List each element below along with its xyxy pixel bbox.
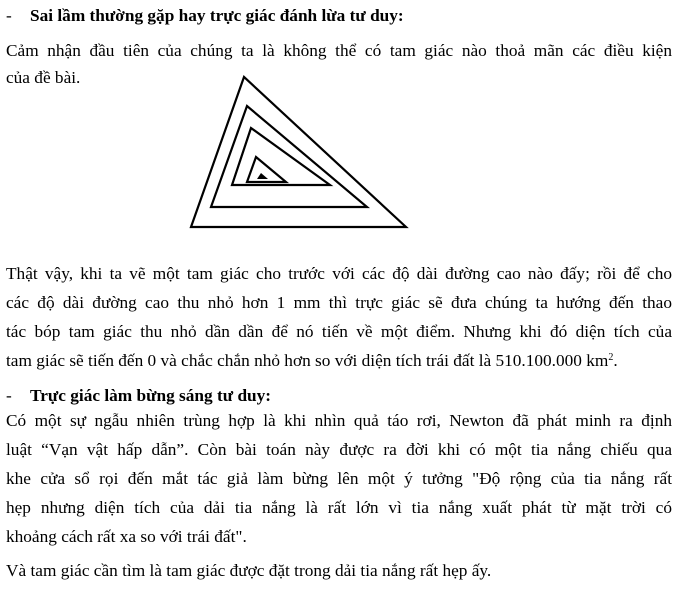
para2-line-5: khoảng cách rất xa so với trái đất".: [6, 527, 247, 546]
intro-line-2: của đề bài.: [6, 68, 81, 87]
para1-line-2: các độ dài đường cao thu nhỏ hơn 1 mm thì trực giác sẽ đưa chúng ta hướng đến thao: [6, 293, 672, 312]
area-sentence: tam giác sẽ tiến đến 0 và chắc chắn nhỏ hơn so với diện tích trái đất là 510.100.000 km: [6, 351, 609, 370]
para1-line-1: Thật vậy, khi ta vẽ một tam giác cho trước với các độ dài đường cao nào đấy; rồi để cho: [6, 264, 672, 283]
intro-line-1: Cảm nhận đầu tiên của chúng ta là không thể có tam giác nào thoả mãn các điều kiện: [6, 41, 672, 60]
area-exponent: 2: [608, 352, 614, 363]
triangle-outer: [191, 77, 406, 227]
triangle-center-mark: [257, 173, 268, 179]
heading-text: Trực giác làm bừng sáng tư duy:: [30, 386, 272, 405]
bullet-dash: -: [6, 6, 12, 25]
para2-line-4: hẹp nhưng diện tích của dải tia nắng là rất lớn vì tia nắng xuất phát từ mặt trời có: [6, 498, 672, 517]
bullet-dash: -: [6, 386, 12, 405]
para2-line-1: Có một sự ngẫu nhiên trùng hợp là khi nhìn quả táo rơi, Newton đã phát minh ra định: [6, 411, 672, 430]
heading-text: Sai lầm thường gặp hay trực giác đánh lừa tư duy:: [30, 6, 404, 25]
para1-line-3: tác bóp tam giác thu nhỏ dần dần để nó tiến về một điểm. Nhưng khi đó diện tích của: [6, 322, 672, 341]
para1-line-4: [6, 350, 618, 372]
para2-line-2: luật “Vạn vật hấp dẫn”. Còn bài toán này được ra đời khi có một tia nắng chiếu qua: [6, 440, 672, 459]
section-heading-insight: [6, 385, 271, 407]
final-sentence: Và tam giác cần tìm là tam giác được đặt trong dải tia nắng rất hẹp ấy.: [6, 561, 492, 580]
para2-line-3: khe cửa sổ rọi đến mắt tác giả làm bừng lên một ý tưởng "Độ rộng của tia nắng rất: [6, 469, 672, 488]
area-period: .: [613, 351, 618, 370]
